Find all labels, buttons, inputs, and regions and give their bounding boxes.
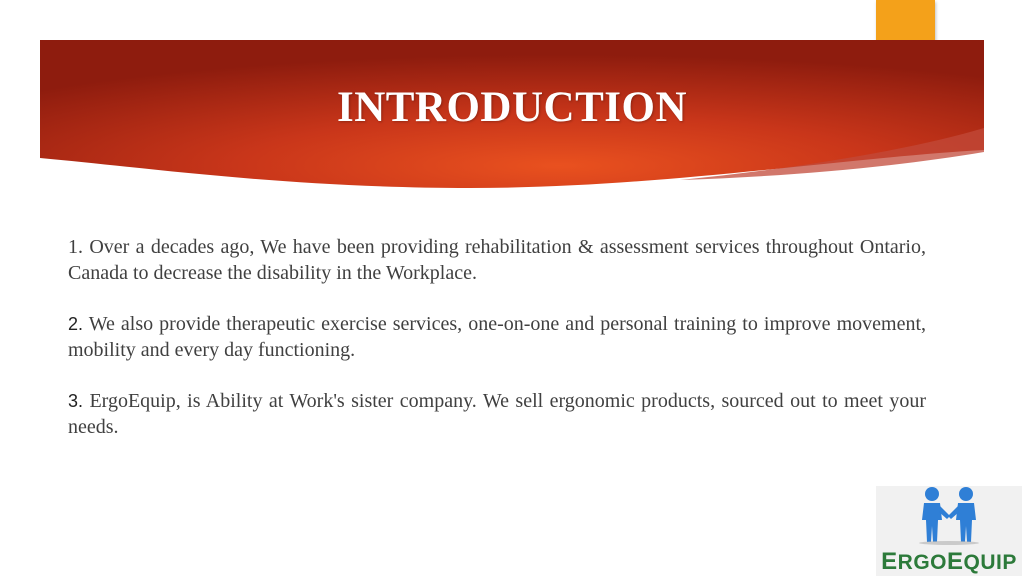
logo-letters: RGO (897, 551, 947, 574)
logo-letter: E (947, 548, 964, 575)
paragraph-number: 3. (68, 391, 84, 411)
ergoequip-logo (876, 486, 1022, 576)
paragraph-3 (68, 388, 926, 440)
paragraph-number: 1. (68, 236, 83, 258)
logo-letter: E (881, 548, 898, 575)
paragraph-text: Over a decades ago, We have been providing rehabilitation & assessment services throughout Ontario, Canada to decrease the disability in the Workplace. (68, 236, 926, 284)
paragraph-text: We also provide therapeutic exercise services, one-on-one and personal training to improve movement, mobility and every day functioning. (68, 313, 927, 361)
slide-title: INTRODUCTION (336, 84, 688, 131)
paragraph-1 (68, 234, 926, 286)
paragraph-2 (68, 311, 926, 363)
paragraph-number: 2. (68, 314, 84, 334)
handshake-figures-icon (914, 486, 984, 546)
logo-letters: QUIP (963, 551, 1017, 574)
paragraph-text: ErgoEquip, is Ability at Work's sister company. We sell ergonomic products, sourced out to meet your needs. (68, 390, 926, 438)
logo-wordmark (876, 548, 1022, 576)
body-text (68, 234, 926, 465)
